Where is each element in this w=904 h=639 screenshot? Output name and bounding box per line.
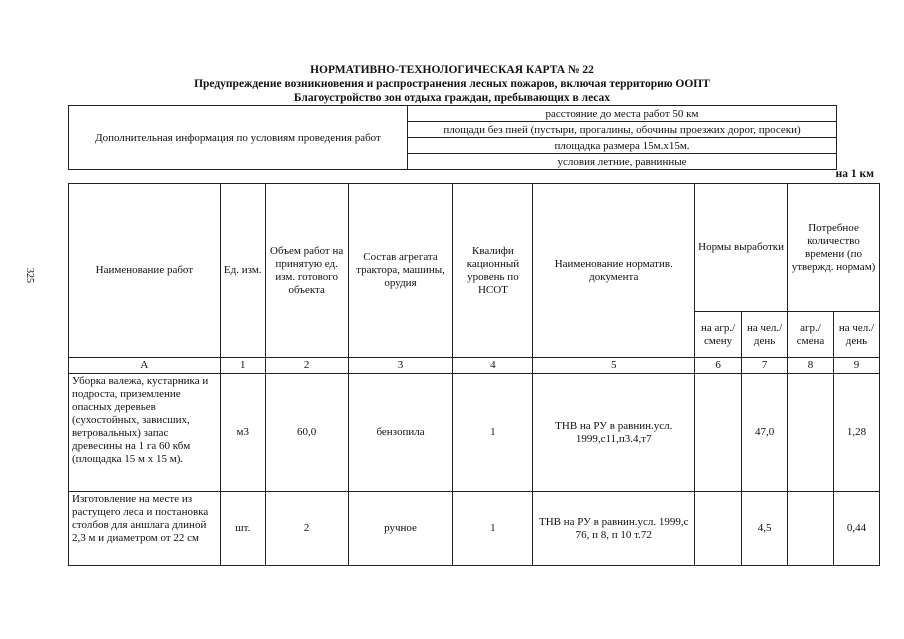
row-col-6 [695, 374, 742, 492]
header-col-6: на агр./ смену [695, 312, 742, 358]
header-col-9: на чел./ день [833, 312, 879, 358]
condition-item: площадка размера 15м.х15м. [408, 138, 837, 154]
index-cell: 8 [788, 358, 834, 374]
row-col-7: 4,5 [742, 492, 788, 566]
row-volume: 2 [265, 492, 348, 566]
header-norms: Нормы выработки [695, 184, 788, 312]
unit-note: на 1 км [835, 168, 874, 180]
index-cell: 9 [833, 358, 879, 374]
header-col-8: агр./ смена [788, 312, 834, 358]
header-aggregate: Состав агрегата трактора, машины, орудия [348, 184, 453, 358]
index-cell: 7 [742, 358, 788, 374]
index-cell: 6 [695, 358, 742, 374]
row-volume: 60,0 [265, 374, 348, 492]
row-name: Изготовление на месте из растущего леса и постановка столбов для аншлага длиной 2,3 м и диаметром от 22 см [69, 492, 221, 566]
table-row [69, 374, 880, 492]
header-time: Потребное количество времени (по утвержд. нормам) [788, 184, 880, 312]
header-name: Наименование работ [69, 184, 221, 358]
row-document: ТНВ на РУ в равнин.усл. 1999,с11,п3.4,т7 [533, 374, 695, 492]
row-col-8 [788, 374, 834, 492]
condition-item: площади без пней (пустыри, прогалины, обочины проезжих дорог, просеки) [408, 122, 837, 138]
row-name: Уборка валежа, кустарника и подроста, приземление опасных деревьев (сухостойных, зависших, ветровальных) запас древесины на 1 га 60 кбм (площадка 15 м х 15 м). [69, 374, 221, 492]
header-qualification: Квалифи кационный уровень по НСОТ [453, 184, 533, 358]
row-qualification: 1 [453, 492, 533, 566]
row-col-7: 47,0 [742, 374, 788, 492]
row-unit: шт. [220, 492, 265, 566]
index-cell: 2 [265, 358, 348, 374]
page-subtitle-2: Благоустройство зон отдыха граждан, пребывающих в лесах [293, 92, 611, 104]
index-cell: 1 [220, 358, 265, 374]
index-cell: 5 [533, 358, 695, 374]
index-cell: 3 [348, 358, 453, 374]
row-aggregate: ручное [348, 492, 453, 566]
header-document: Наименование норматив. документа [533, 184, 695, 358]
table-row [69, 492, 880, 566]
row-unit: м3 [220, 374, 265, 492]
index-cell: 4 [453, 358, 533, 374]
page-number: 325 [24, 268, 35, 283]
header-unit: Ед. изм. [220, 184, 265, 358]
row-col-6 [695, 492, 742, 566]
row-col-9: 0,44 [833, 492, 879, 566]
work-table [68, 183, 880, 566]
row-qualification: 1 [453, 374, 533, 492]
page-subtitle: Предупреждение возникновения и распространения лесных пожаров, включая территорию ООПТ [194, 78, 710, 90]
header-volume: Объем работ на принятую ед. изм. готового объекта [265, 184, 348, 358]
conditions-label: Дополнительная информация по условиям проведения работ [69, 106, 408, 170]
page-title: НОРМАТИВНО-ТЕХНОЛОГИЧЕСКАЯ КАРТА № 22 [310, 64, 594, 76]
index-cell: А [69, 358, 221, 374]
condition-item: условия летние, равнинные [408, 154, 837, 170]
condition-item: расстояние до места работ 50 км [408, 106, 837, 122]
header-col-7: на чел./ день [742, 312, 788, 358]
row-col-8 [788, 492, 834, 566]
row-aggregate: бензопила [348, 374, 453, 492]
row-col-9: 1,28 [833, 374, 879, 492]
row-document: ТНВ на РУ в равнин.усл. 1999,с 76, п 8, п 10 т.72 [533, 492, 695, 566]
conditions-table [68, 105, 837, 170]
